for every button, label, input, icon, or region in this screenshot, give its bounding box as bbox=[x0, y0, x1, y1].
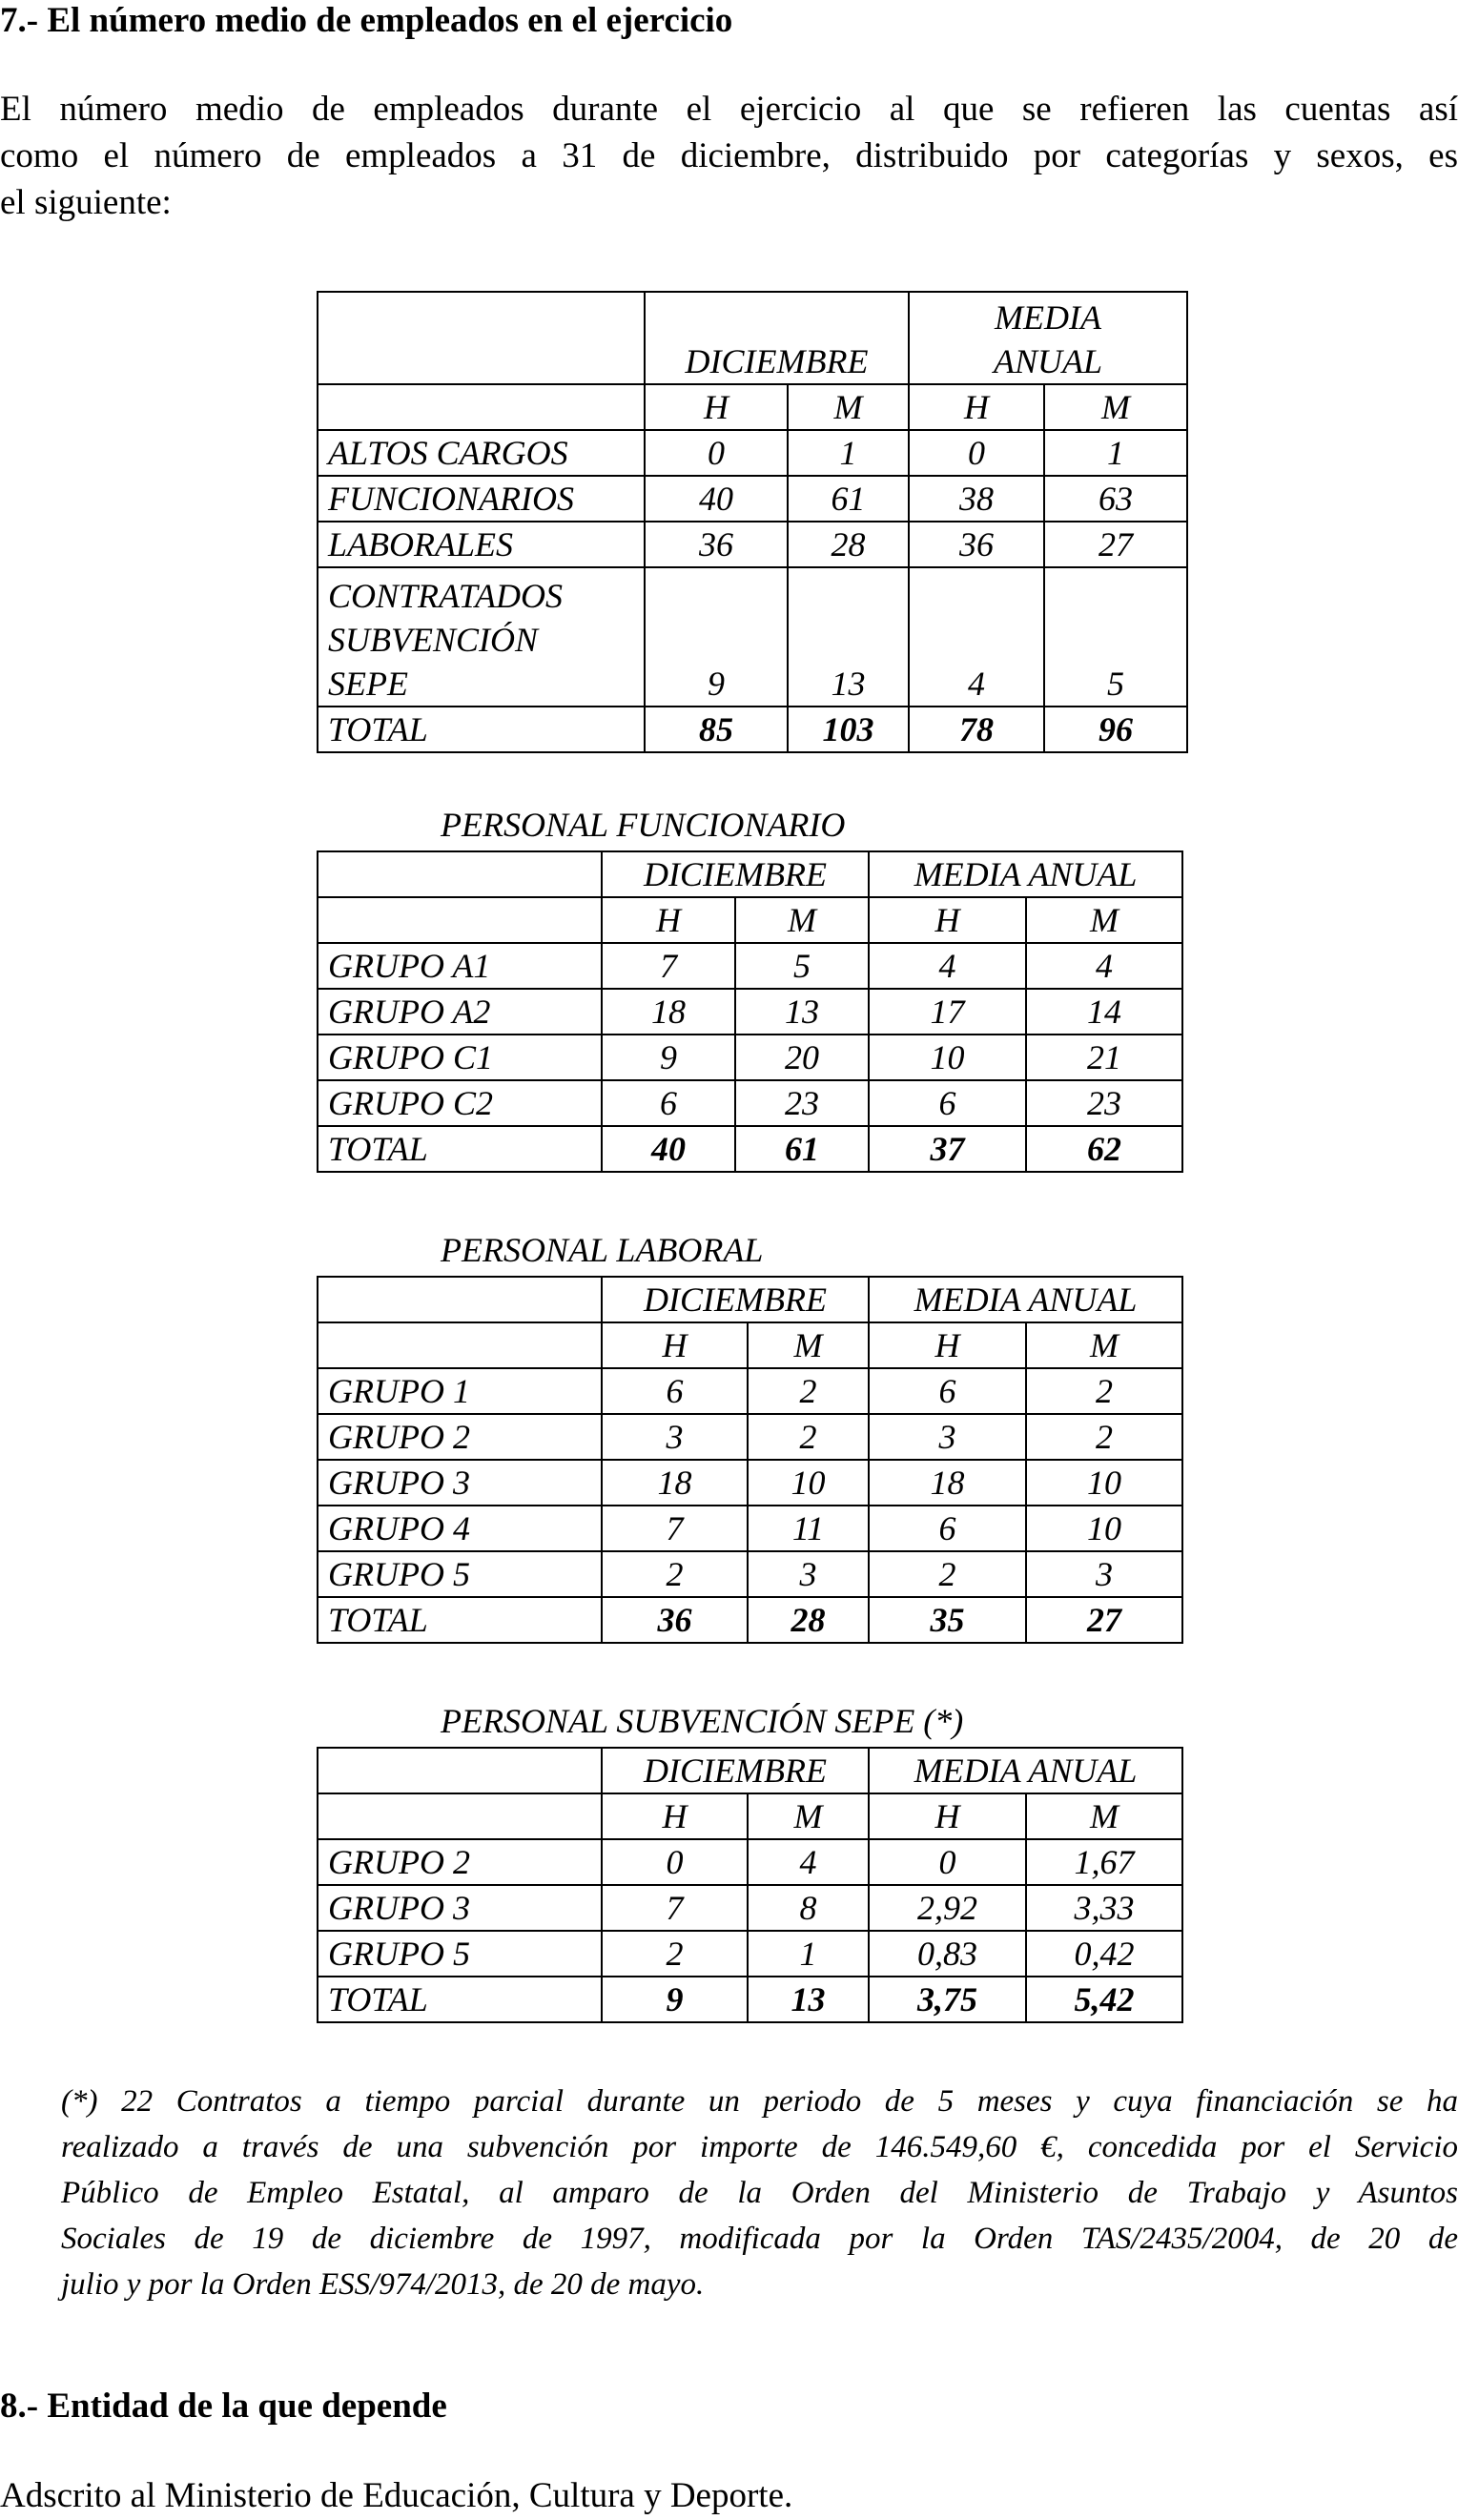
cell: 18 bbox=[869, 1460, 1026, 1506]
cell: 0 bbox=[909, 430, 1044, 476]
cell: 17 bbox=[869, 989, 1026, 1035]
cell: 62 bbox=[1026, 1126, 1182, 1172]
table-caption: PERSONAL LABORAL bbox=[441, 1231, 764, 1269]
cell: 4 bbox=[909, 567, 1044, 707]
row-label: ALTOS CARGOS bbox=[318, 430, 645, 476]
cell: 10 bbox=[748, 1460, 869, 1506]
table-corner-cell bbox=[318, 292, 645, 384]
sub-header-h: H bbox=[869, 1793, 1026, 1839]
cell: 6 bbox=[869, 1368, 1026, 1414]
table-row bbox=[318, 1035, 1182, 1080]
table-row bbox=[318, 567, 1187, 707]
cell: 13 bbox=[748, 1977, 869, 2022]
intro-line: el siguiente: bbox=[0, 183, 172, 222]
row-label: GRUPO A1 bbox=[318, 943, 602, 989]
cell: 61 bbox=[735, 1126, 869, 1172]
cell: 7 bbox=[602, 943, 735, 989]
sub-header-m: M bbox=[748, 1793, 869, 1839]
row-label: TOTAL bbox=[318, 1977, 602, 2022]
cell: 14 bbox=[1026, 989, 1182, 1035]
cell: 37 bbox=[869, 1126, 1026, 1172]
row-label: GRUPO 2 bbox=[318, 1414, 602, 1460]
empty-cell bbox=[318, 1793, 602, 1839]
row-label: GRUPO 5 bbox=[318, 1551, 602, 1597]
cell: 63 bbox=[1044, 476, 1187, 522]
empty-cell bbox=[318, 897, 602, 943]
row-label: TOTAL bbox=[318, 707, 645, 752]
cell: 9 bbox=[602, 1977, 748, 2022]
cell: 10 bbox=[869, 1035, 1026, 1080]
cell: 2 bbox=[1026, 1368, 1182, 1414]
cell: 85 bbox=[645, 707, 788, 752]
footnote-line: julio y por la Orden ESS/974/2013, de 20 de mayo. bbox=[61, 2267, 705, 2302]
section-8-text bbox=[0, 2475, 1458, 2517]
footnote-line: realizado a través de una subvención por importe de 146.549,60 €, concedida por el Servicio bbox=[61, 2130, 1458, 2164]
cell: 4 bbox=[1026, 943, 1182, 989]
row-label-line: SEPE bbox=[328, 665, 408, 703]
row-label: GRUPO 2 bbox=[318, 1839, 602, 1885]
row-label: GRUPO 3 bbox=[318, 1460, 602, 1506]
row-label: GRUPO C2 bbox=[318, 1080, 602, 1126]
cell: 18 bbox=[602, 1460, 748, 1506]
cell: 3 bbox=[869, 1414, 1026, 1460]
cell: 13 bbox=[788, 567, 909, 707]
table-row bbox=[318, 1414, 1182, 1460]
cell: 1 bbox=[748, 1931, 869, 1977]
cell: 4 bbox=[748, 1839, 869, 1885]
table-row bbox=[318, 943, 1182, 989]
table-row bbox=[318, 1460, 1182, 1506]
col-header-media-anual: MEDIA ANUAL bbox=[869, 851, 1182, 897]
cell: 5,42 bbox=[1026, 1977, 1182, 2022]
table-total-row bbox=[318, 1126, 1182, 1172]
cell: 2 bbox=[748, 1368, 869, 1414]
cell: 3 bbox=[602, 1414, 748, 1460]
cell: 10 bbox=[1026, 1460, 1182, 1506]
section-8-title: 8.- Entidad de la que depende bbox=[0, 2387, 447, 2426]
footnote-line: Sociales de 19 de diciembre de 1997, modificada por la Orden TAS/2435/2004, de 20 de bbox=[61, 2222, 1458, 2256]
col-header-media-line: ANUAL bbox=[994, 342, 1103, 380]
footnote-line: Público de Empleo Estatal, al amparo de la Orden del Ministerio de Trabajo y Asuntos bbox=[61, 2176, 1458, 2210]
row-label: GRUPO 1 bbox=[318, 1368, 602, 1414]
table-caption: PERSONAL SUBVENCIÓN SEPE (*) bbox=[441, 1702, 964, 1740]
row-label: GRUPO 5 bbox=[318, 1931, 602, 1977]
table-sepe bbox=[317, 1747, 1183, 2023]
cell: 28 bbox=[788, 522, 909, 567]
table-row bbox=[318, 1885, 1182, 1931]
cell: 5 bbox=[1044, 567, 1187, 707]
empty-cell bbox=[318, 1322, 602, 1368]
row-label: GRUPO 4 bbox=[318, 1506, 602, 1551]
cell: 2 bbox=[748, 1414, 869, 1460]
cell: 6 bbox=[869, 1080, 1026, 1126]
cell: 18 bbox=[602, 989, 735, 1035]
sub-header-m: M bbox=[748, 1322, 869, 1368]
table-funcionario bbox=[317, 850, 1183, 1173]
cell: 1 bbox=[1044, 430, 1187, 476]
col-header-diciembre: DICIEMBRE bbox=[602, 851, 869, 897]
table-row bbox=[318, 989, 1182, 1035]
cell: 21 bbox=[1026, 1035, 1182, 1080]
empty-cell bbox=[318, 384, 645, 430]
section-7-title: 7.- El número medio de empleados en el ejercicio bbox=[0, 1, 733, 40]
table-row bbox=[318, 430, 1187, 476]
table-total-row bbox=[318, 1977, 1182, 2022]
empty-cell bbox=[318, 1748, 602, 1793]
cell: 9 bbox=[645, 567, 788, 707]
table-row bbox=[318, 522, 1187, 567]
table-row bbox=[318, 476, 1187, 522]
cell: 40 bbox=[645, 476, 788, 522]
cell: 2 bbox=[602, 1551, 748, 1597]
table-total-row bbox=[318, 1597, 1182, 1643]
table-general bbox=[317, 291, 1188, 753]
section-7-intro bbox=[0, 86, 1458, 226]
section-8-line: Adscrito al Ministerio de Educación, Cultura y Deporte. bbox=[0, 2476, 793, 2515]
cell: 3,75 bbox=[869, 1977, 1026, 2022]
cell: 6 bbox=[602, 1368, 748, 1414]
sub-header-m: M bbox=[735, 897, 869, 943]
table-row bbox=[318, 1839, 1182, 1885]
col-header-diciembre: DICIEMBRE bbox=[602, 1277, 869, 1322]
row-label: LABORALES bbox=[318, 522, 645, 567]
cell: 2 bbox=[1026, 1414, 1182, 1460]
sub-header-m: M bbox=[1026, 1322, 1182, 1368]
table-laboral bbox=[317, 1276, 1183, 1644]
cell: 23 bbox=[735, 1080, 869, 1126]
col-header-diciembre: DICIEMBRE bbox=[602, 1748, 869, 1793]
cell: 7 bbox=[602, 1885, 748, 1931]
cell: 36 bbox=[645, 522, 788, 567]
sub-header-m: M bbox=[788, 384, 909, 430]
cell: 61 bbox=[788, 476, 909, 522]
row-label: GRUPO A2 bbox=[318, 989, 602, 1035]
sub-header-h: H bbox=[869, 1322, 1026, 1368]
row-label: TOTAL bbox=[318, 1126, 602, 1172]
cell: 36 bbox=[909, 522, 1044, 567]
table-row bbox=[318, 1506, 1182, 1551]
cell: 103 bbox=[788, 707, 909, 752]
cell: 28 bbox=[748, 1597, 869, 1643]
cell: 36 bbox=[602, 1597, 748, 1643]
row-label-line: SUBVENCIÓN bbox=[328, 621, 538, 659]
cell: 2 bbox=[869, 1551, 1026, 1597]
cell: 11 bbox=[748, 1506, 869, 1551]
table-row bbox=[318, 1368, 1182, 1414]
sub-header-h: H bbox=[869, 897, 1026, 943]
sub-header-h: H bbox=[602, 1322, 748, 1368]
cell: 5 bbox=[735, 943, 869, 989]
cell: 1,67 bbox=[1026, 1839, 1182, 1885]
sub-header-m: M bbox=[1044, 384, 1187, 430]
row-label: GRUPO 3 bbox=[318, 1885, 602, 1931]
cell: 10 bbox=[1026, 1506, 1182, 1551]
footnote-line: (*) 22 Contratos a tiempo parcial durante un periodo de 5 meses y cuya financiación se ha bbox=[61, 2084, 1458, 2119]
cell: 27 bbox=[1026, 1597, 1182, 1643]
row-label: TOTAL bbox=[318, 1597, 602, 1643]
cell: 78 bbox=[909, 707, 1044, 752]
cell: 35 bbox=[869, 1597, 1026, 1643]
cell: 40 bbox=[602, 1126, 735, 1172]
col-header-diciembre: DICIEMBRE bbox=[645, 292, 909, 384]
cell: 0 bbox=[869, 1839, 1026, 1885]
cell: 38 bbox=[909, 476, 1044, 522]
row-label bbox=[318, 567, 645, 707]
row-label: FUNCIONARIOS bbox=[318, 476, 645, 522]
sub-header-m: M bbox=[1026, 1793, 1182, 1839]
cell: 3 bbox=[748, 1551, 869, 1597]
cell: 4 bbox=[869, 943, 1026, 989]
table-caption: PERSONAL FUNCIONARIO bbox=[441, 806, 846, 844]
cell: 7 bbox=[602, 1506, 748, 1551]
sub-header-h: H bbox=[602, 1793, 748, 1839]
row-label: GRUPO C1 bbox=[318, 1035, 602, 1080]
footnote bbox=[61, 2079, 1458, 2307]
table-row bbox=[318, 1080, 1182, 1126]
row-label-line: CONTRATADOS bbox=[328, 577, 564, 615]
col-header-media-anual: MEDIA ANUAL bbox=[869, 1748, 1182, 1793]
cell: 27 bbox=[1044, 522, 1187, 567]
col-header-media-anual bbox=[909, 292, 1187, 384]
sub-header-h: H bbox=[909, 384, 1044, 430]
cell: 2,92 bbox=[869, 1885, 1026, 1931]
cell: 20 bbox=[735, 1035, 869, 1080]
cell: 0,42 bbox=[1026, 1931, 1182, 1977]
cell: 13 bbox=[735, 989, 869, 1035]
cell: 8 bbox=[748, 1885, 869, 1931]
col-header-media-line: MEDIA bbox=[995, 298, 1101, 337]
empty-cell bbox=[318, 1277, 602, 1322]
cell: 23 bbox=[1026, 1080, 1182, 1126]
col-header-media-anual: MEDIA ANUAL bbox=[869, 1277, 1182, 1322]
intro-line: El número medio de empleados durante el ejercicio al que se refieren las cuentas así bbox=[0, 90, 1458, 129]
table-row bbox=[318, 1931, 1182, 1977]
cell: 6 bbox=[602, 1080, 735, 1126]
cell: 6 bbox=[869, 1506, 1026, 1551]
empty-cell bbox=[318, 851, 602, 897]
cell: 2 bbox=[602, 1931, 748, 1977]
cell: 1 bbox=[788, 430, 909, 476]
table-row bbox=[318, 1551, 1182, 1597]
sub-header-m: M bbox=[1026, 897, 1182, 943]
cell: 9 bbox=[602, 1035, 735, 1080]
cell: 0 bbox=[602, 1839, 748, 1885]
sub-header-h: H bbox=[645, 384, 788, 430]
cell: 0 bbox=[645, 430, 788, 476]
cell: 0,83 bbox=[869, 1931, 1026, 1977]
cell: 3,33 bbox=[1026, 1885, 1182, 1931]
cell: 3 bbox=[1026, 1551, 1182, 1597]
cell: 96 bbox=[1044, 707, 1187, 752]
intro-line: como el número de empleados a 31 de diciembre, distribuido por categorías y sexos, es bbox=[0, 136, 1458, 175]
sub-header-h: H bbox=[602, 897, 735, 943]
table-total-row bbox=[318, 707, 1187, 752]
